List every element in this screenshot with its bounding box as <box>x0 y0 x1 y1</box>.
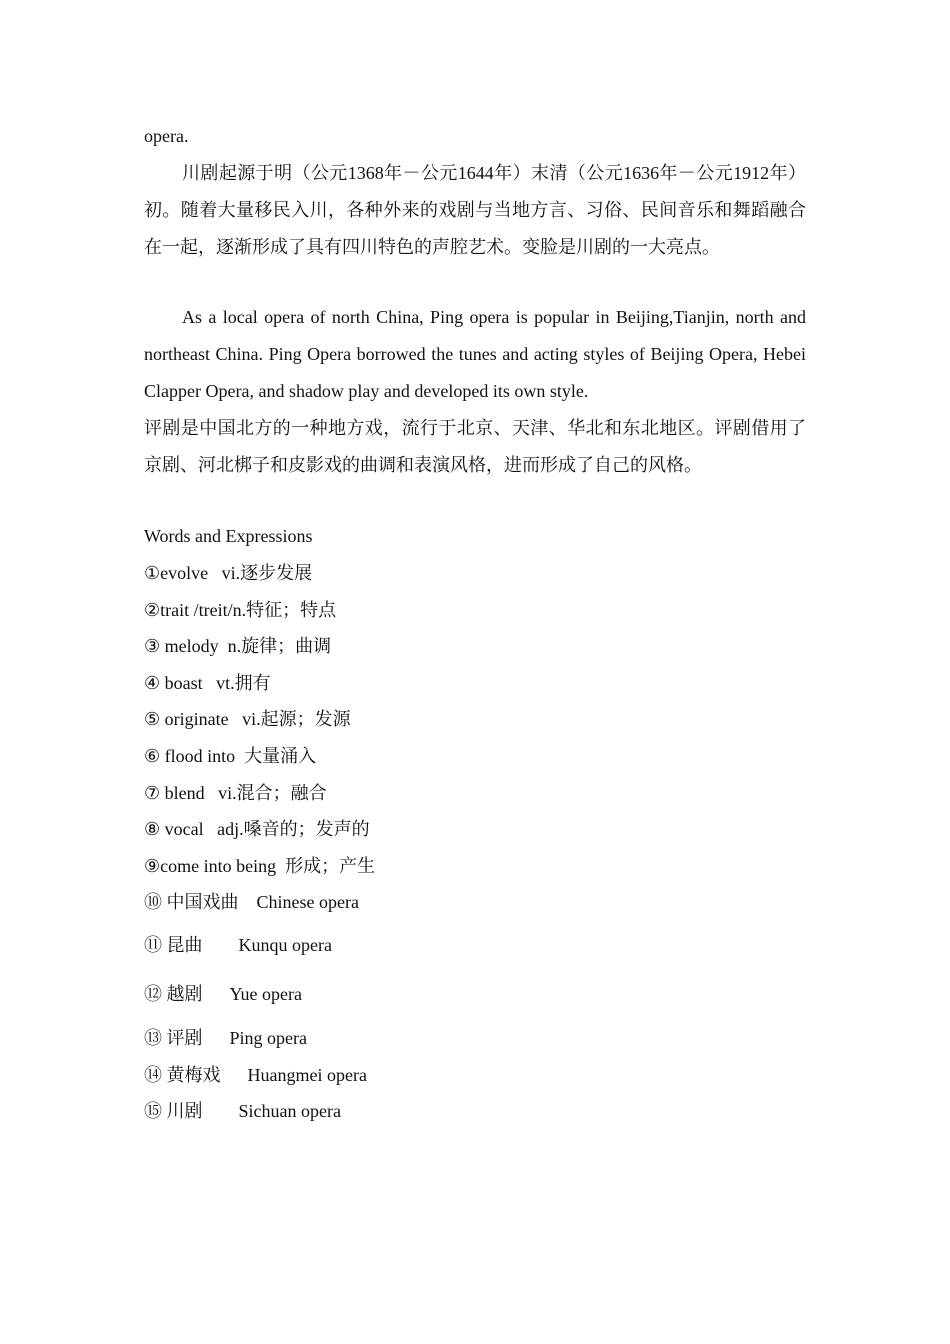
vocabulary-list <box>144 555 806 1130</box>
opera-tail-text: opera. <box>144 126 189 146</box>
vocabulary-title: Words and Expressions <box>144 526 313 546</box>
vocabulary-item: ②trait /treit/n.特征；特点 <box>144 599 337 620</box>
vocabulary-item: ①evolve vi.逐步发展 <box>144 563 313 583</box>
vocabulary-item: ⑮ 川剧 Sichuan opera <box>144 1101 341 1122</box>
ping-opera-chinese-paragraph: 评剧是中国北方的一种地方戏，流行于北京、天津、华北和东北地区。评剧借用了京剧、河北梆子和皮影戏的曲调和表演风格，进而形成了自己的风格。 <box>144 418 806 475</box>
vocabulary-item: ⑭ 黄梅戏 Huangmei opera <box>144 1064 367 1085</box>
vocabulary-item: ③ melody n.旋律；曲调 <box>144 636 332 657</box>
vocabulary-item: ⑥ flood into 大量涌入 <box>144 745 317 766</box>
vocabulary-item: ⑤ originate vi.起源；发源 <box>144 709 351 730</box>
paragraph-spacer <box>144 484 806 518</box>
vocabulary-item: ④ boast vt.拥有 <box>144 672 271 693</box>
vocabulary-item: ⑫ 越剧 Yue opera <box>144 984 302 1005</box>
vocabulary-item: ⑬ 评剧 Ping opera <box>144 1027 307 1048</box>
vocabulary-item: ⑦ blend vi.混合；融合 <box>144 782 327 803</box>
vocabulary-item: ⑨come into being 形成；产生 <box>144 855 376 876</box>
vocabulary-item: ⑪ 昆曲 Kunqu opera <box>144 934 332 955</box>
ping-opera-english-paragraph: As a local opera of north China, Ping opera is popular in Beijing,Tianjin, north and northeast China. Ping Opera borrowed the tunes and acting styles of Beijing Opera, Hebei Clapper Opera, and shadow play and developed its own style. <box>144 307 806 401</box>
paragraph-spacer <box>144 266 806 299</box>
sichuan-opera-chinese-paragraph: 川剧起源于明（公元1368年－公元1644年）末清（公元1636年－公元1912年）初。随着大量移民入川，各种外来的戏剧与当地方言、习俗、民间音乐和舞蹈融合在一起，逐渐形成了具有四川特色的声腔艺术。变脸是川剧的一大亮点。 <box>144 163 806 257</box>
document-body <box>144 118 806 1130</box>
vocabulary-item: ⑩ 中国戏曲 Chinese opera <box>144 892 359 913</box>
vocabulary-item: ⑧ vocal adj.嗓音的；发声的 <box>144 819 370 840</box>
